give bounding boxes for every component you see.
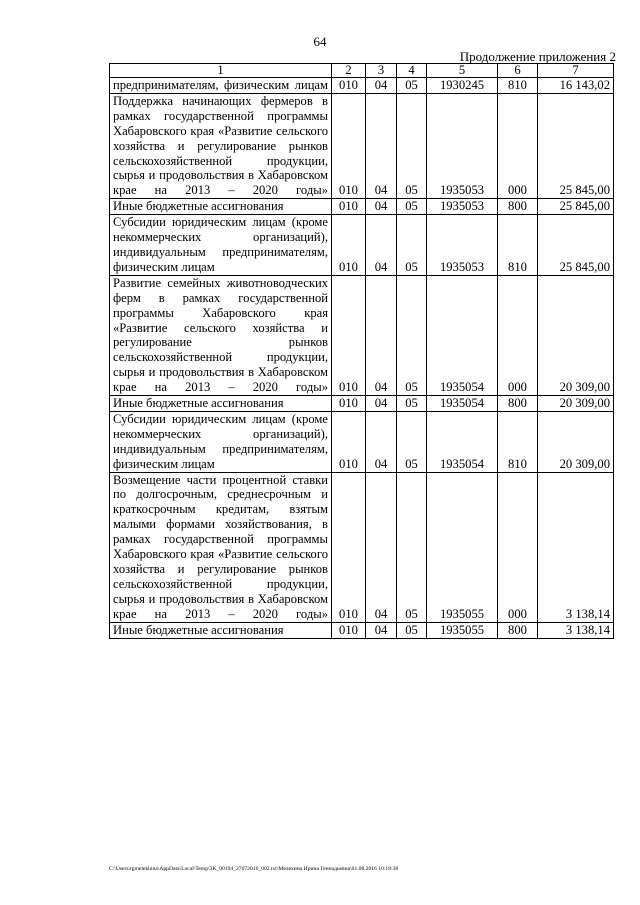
cell-expense-type: 800 bbox=[498, 396, 538, 412]
column-header: 7 bbox=[538, 64, 614, 78]
table-row bbox=[110, 396, 614, 412]
cell-amount: 25 845,00 bbox=[538, 215, 614, 276]
table-row bbox=[110, 78, 614, 94]
row-name: предпринимателям, физическим лицам bbox=[110, 78, 332, 94]
cell-ministry: 010 bbox=[332, 215, 366, 276]
cell-ministry: 010 bbox=[332, 275, 366, 395]
cell-target: 1935054 bbox=[427, 411, 498, 472]
cell-section: 04 bbox=[366, 93, 397, 198]
cell-expense-type: 810 bbox=[498, 411, 538, 472]
cell-section: 04 bbox=[366, 275, 397, 395]
column-header: 6 bbox=[498, 64, 538, 78]
cell-section: 04 bbox=[366, 622, 397, 638]
cell-expense-type: 000 bbox=[498, 93, 538, 198]
cell-section: 04 bbox=[366, 411, 397, 472]
cell-expense-type: 810 bbox=[498, 215, 538, 276]
table-row bbox=[110, 275, 614, 395]
table-row bbox=[110, 622, 614, 638]
column-header: 1 bbox=[110, 64, 332, 78]
cell-ministry: 010 bbox=[332, 396, 366, 412]
cell-target: 1935054 bbox=[427, 275, 498, 395]
cell-subsection: 05 bbox=[397, 275, 427, 395]
cell-ministry: 010 bbox=[332, 78, 366, 94]
cell-amount: 3 138,14 bbox=[538, 472, 614, 622]
file-path-footer: C:\Users\tgmelekhina\AppData\Local\Temp\3K_00194_27072016_002.txt\Мелехина Ирина Геннадьевна\01.08.2016 10:18:38 bbox=[109, 866, 399, 872]
cell-ministry: 010 bbox=[332, 93, 366, 198]
cell-amount: 25 845,00 bbox=[538, 199, 614, 215]
cell-amount: 20 309,00 bbox=[538, 275, 614, 395]
cell-ministry: 010 bbox=[332, 472, 366, 622]
cell-section: 04 bbox=[366, 215, 397, 276]
row-name: Возмещение части процентной ставки по долгосрочным, среднесрочным и краткосрочным кредитам, взятым малыми формами хозяйствования, в рамках государственной программы Хабаровского края «Развитие сельского хозяйства и регулирование рынков сельскохозяйственной продукции, сырья и продовольствия в Хабаровском крае на 2013 – 2020 годы» bbox=[110, 472, 332, 622]
cell-amount: 3 138,14 bbox=[538, 622, 614, 638]
cell-amount: 25 845,00 bbox=[538, 93, 614, 198]
table-row bbox=[110, 411, 614, 472]
cell-target: 1935055 bbox=[427, 472, 498, 622]
row-name: Поддержка начинающих фермеров в рамках государственной программы Хабаровского края «Развитие сельского хозяйства и регулирование рынков сельскохозяйственной продукции, сырья и продовольствия в Хабаровском крае на 2013 – 2020 годы» bbox=[110, 93, 332, 198]
cell-subsection: 05 bbox=[397, 472, 427, 622]
cell-section: 04 bbox=[366, 396, 397, 412]
cell-subsection: 05 bbox=[397, 396, 427, 412]
column-header: 3 bbox=[366, 64, 397, 78]
cell-expense-type: 000 bbox=[498, 275, 538, 395]
header-row bbox=[110, 64, 614, 78]
cell-target: 1935054 bbox=[427, 396, 498, 412]
row-name: Иные бюджетные ассигнования bbox=[110, 396, 332, 412]
column-header: 4 bbox=[397, 64, 427, 78]
table-row bbox=[110, 215, 614, 276]
budget-table bbox=[109, 63, 614, 639]
row-name: Иные бюджетные ассигнования bbox=[110, 199, 332, 215]
cell-section: 04 bbox=[366, 472, 397, 622]
cell-target: 1930245 bbox=[427, 78, 498, 94]
cell-section: 04 bbox=[366, 78, 397, 94]
cell-expense-type: 800 bbox=[498, 622, 538, 638]
cell-expense-type: 000 bbox=[498, 472, 538, 622]
table-row bbox=[110, 93, 614, 198]
continuation-label: Продолжение приложения 2 bbox=[459, 49, 616, 64]
cell-subsection: 05 bbox=[397, 199, 427, 215]
cell-subsection: 05 bbox=[397, 78, 427, 94]
row-name: Иные бюджетные ассигнования bbox=[110, 622, 332, 638]
column-header: 2 bbox=[332, 64, 366, 78]
cell-subsection: 05 bbox=[397, 215, 427, 276]
cell-ministry: 010 bbox=[332, 199, 366, 215]
page-number: 64 bbox=[313, 34, 327, 49]
cell-subsection: 05 bbox=[397, 93, 427, 198]
cell-target: 1935053 bbox=[427, 199, 498, 215]
cell-ministry: 010 bbox=[332, 622, 366, 638]
row-name: Развитие семейных животноводческих ферм в рамках государственной программы Хабаровского края «Развитие сельского хозяйства и регулирование рынков сельскохозяйственной продукции, сырья и продовольствия в Хабаровском крае на 2013 – 2020 годы» bbox=[110, 275, 332, 395]
cell-amount: 20 309,00 bbox=[538, 396, 614, 412]
cell-target: 1935053 bbox=[427, 93, 498, 198]
table-row bbox=[110, 199, 614, 215]
cell-ministry: 010 bbox=[332, 411, 366, 472]
cell-expense-type: 800 bbox=[498, 199, 538, 215]
cell-amount: 16 143,02 bbox=[538, 78, 614, 94]
cell-amount: 20 309,00 bbox=[538, 411, 614, 472]
row-name: Субсидии юридическим лицам (кроме некоммерческих организаций), индивидуальным предпринимателям, физическим лицам bbox=[110, 215, 332, 276]
cell-target: 1935055 bbox=[427, 622, 498, 638]
table-row bbox=[110, 472, 614, 622]
cell-target: 1935053 bbox=[427, 215, 498, 276]
row-name: Субсидии юридическим лицам (кроме некоммерческих организаций), индивидуальным предпринимателям, физическим лицам bbox=[110, 411, 332, 472]
cell-subsection: 05 bbox=[397, 622, 427, 638]
column-header: 5 bbox=[427, 64, 498, 78]
cell-section: 04 bbox=[366, 199, 397, 215]
cell-expense-type: 810 bbox=[498, 78, 538, 94]
cell-subsection: 05 bbox=[397, 411, 427, 472]
